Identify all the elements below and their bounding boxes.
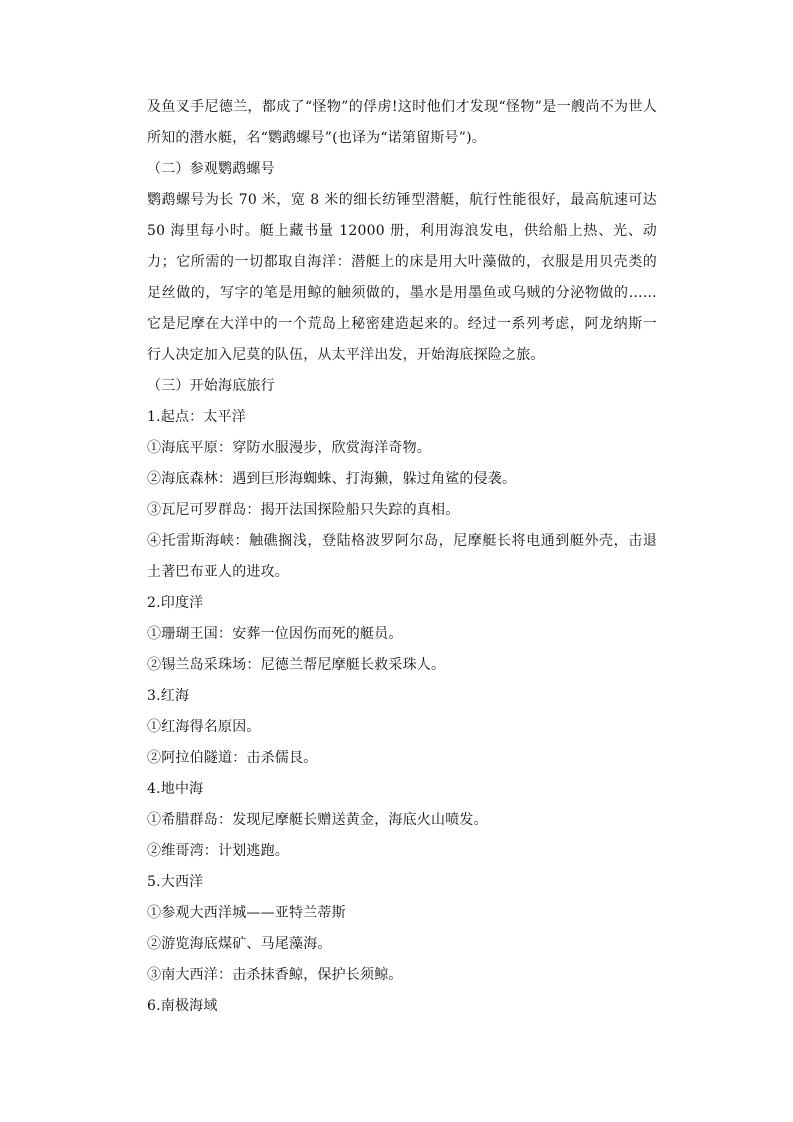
list-item: ③瓦尼可罗群岛：揭开法国探险船只失踪的真相。 bbox=[147, 502, 460, 518]
list-item: ①参观大西洋城——亚特兰蒂斯 bbox=[147, 905, 346, 921]
list-item: 4.地中海 bbox=[147, 781, 204, 797]
list-item: 2.印度洋 bbox=[147, 595, 204, 611]
body-paragraph: 鹦鹉螺号为长 70 米，宽 8 米的细长纺锤型潜艇，航行性能很好，最高航速可达 50 海里每小时。艇上藏书量 12000 册，利用海浪发电，供给船上热、光、动力；它所需的一切都取自海洋：潜艇上的床是用大叶藻做的，衣服是用贝壳类的足丝做的，写字的笔是用鲸的触须做的，墨水是用墨鱼或乌贼的分泌物做的……它是尼摩在大洋中的一个荒岛上秘密建造起来的。经过一系列考虑，阿龙纳斯一行人决定加入尼莫的队伍，从太平洋出发，开始海底探险之旅。 bbox=[147, 192, 657, 363]
list-item: 5.大西洋 bbox=[147, 874, 204, 890]
section-heading: （三）开始海底旅行 bbox=[147, 378, 275, 394]
list-item: ②锡兰岛采珠场：尼德兰帮尼摩艇长救采珠人。 bbox=[147, 657, 446, 673]
list-item: ②维哥湾：计划逃跑。 bbox=[147, 843, 289, 859]
list-item: ②海底森林：遇到巨形海蜘蛛、打海獭，躲过角鲨的侵袭。 bbox=[147, 471, 517, 487]
list-item: ②阿拉伯隧道：击杀儒艮。 bbox=[147, 750, 318, 766]
list-item: 3.红海 bbox=[147, 688, 190, 704]
section-heading: （二）参观鹦鹉螺号 bbox=[147, 161, 275, 177]
list-item: ①珊瑚王国：安葬一位因伤而死的艇员。 bbox=[147, 626, 403, 642]
list-item: ①红海得名原因。 bbox=[147, 719, 261, 735]
list-item: ④托雷斯海峡：触礁搁浅，登陆格波罗阿尔岛，尼摩艇长将电通到艇外壳，击退土著巴布亚人的进攻。 bbox=[147, 533, 657, 580]
body-paragraph: 及鱼叉手尼德兰，都成了“怪物”的俘虏!这时他们才发现“怪物”是一艘尚不为世人所知的潜水艇，名“鹦鹉螺号”(也译为“诺第留斯号”)。 bbox=[147, 99, 657, 146]
list-item: ①希腊群岛：发现尼摩艇长赠送黄金，海底火山喷发。 bbox=[147, 812, 488, 828]
list-item: 6.南极海域 bbox=[147, 998, 218, 1014]
list-item: ①海底平原：穿防水服漫步，欣赏海洋奇物。 bbox=[147, 440, 431, 456]
document-body bbox=[147, 92, 657, 1022]
list-item: ③南大西洋：击杀抹香鲸，保护长须鲸。 bbox=[147, 967, 403, 983]
list-item: ②游览海底煤矿、马尾藻海。 bbox=[147, 936, 332, 952]
list-item: 1.起点：太平洋 bbox=[147, 409, 246, 425]
